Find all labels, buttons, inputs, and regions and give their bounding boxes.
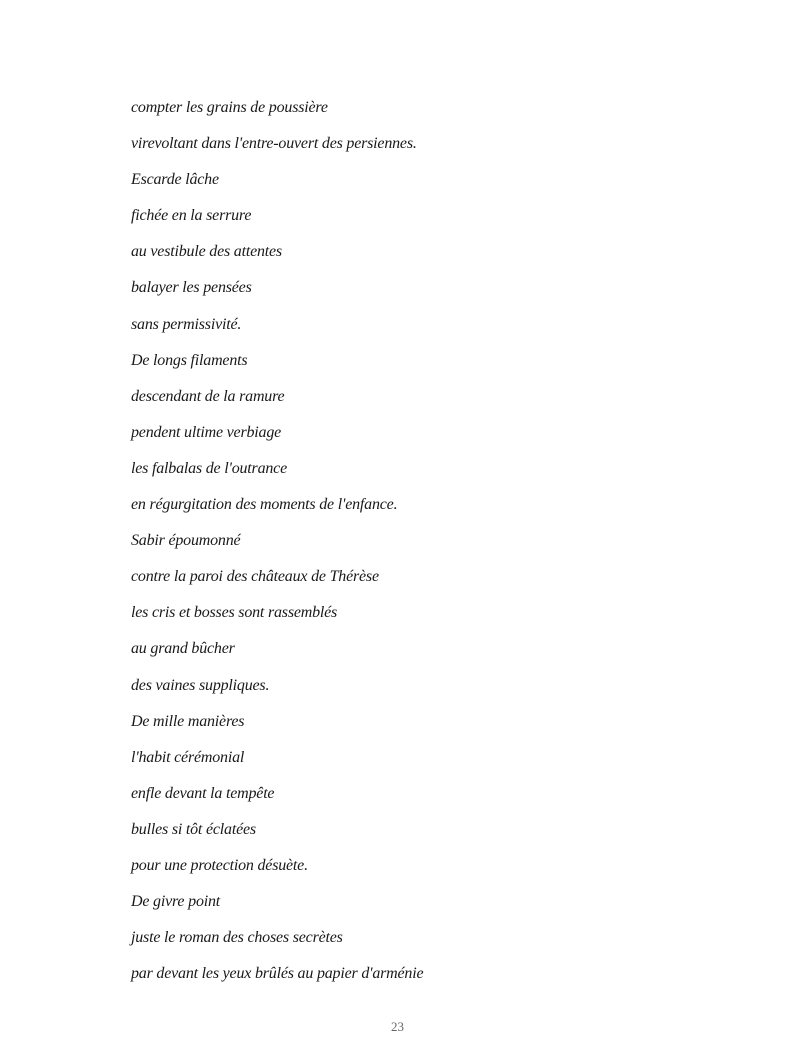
poem-line: l'habit cérémonial (131, 748, 245, 766)
poem-line: pendent ultime verbiage (131, 423, 282, 441)
poem-line: virevoltant dans l'entre-ouvert des persiennes. (131, 135, 417, 153)
poem-line: De mille manières (131, 712, 245, 730)
poem-line: enfle devant la tempête (131, 784, 275, 802)
poem-line: les falbalas de l'outrance (131, 459, 287, 477)
poem-line: bulles si tôt éclatées (131, 820, 256, 838)
poem-line: fichée en la serrure (131, 207, 252, 225)
poem-line: balayer les pensées (131, 279, 252, 297)
poem-line: des vaines suppliques. (131, 676, 270, 694)
poem-line: De givre point (131, 893, 221, 911)
poem-line: en régurgitation des moments de l'enfance. (131, 496, 398, 514)
page-number: 23 (391, 1019, 404, 1034)
poem-line: descendant de la ramure (131, 387, 285, 405)
poem-line: contre la paroi des châteaux de Thérèse (131, 568, 379, 586)
poem-line: au grand bûcher (131, 640, 235, 658)
poem-body (131, 98, 423, 1000)
poem-line: sans permissivité. (131, 315, 242, 333)
poem-line: Sabir époumonné (131, 532, 241, 550)
poem-line: par devant les yeux brûlés au papier d'arménie (131, 965, 424, 983)
poem-line: Escarde lâche (131, 171, 219, 189)
poem-line: pour une protection désuète. (131, 856, 308, 874)
poem-line: au vestibule des attentes (131, 243, 282, 261)
poem-line: compter les grains de poussière (131, 99, 328, 116)
poem-line: De longs filaments (131, 351, 248, 369)
poem-line: les cris et bosses sont rassemblés (131, 604, 338, 622)
poem-line: juste le roman des choses secrètes (131, 929, 343, 947)
